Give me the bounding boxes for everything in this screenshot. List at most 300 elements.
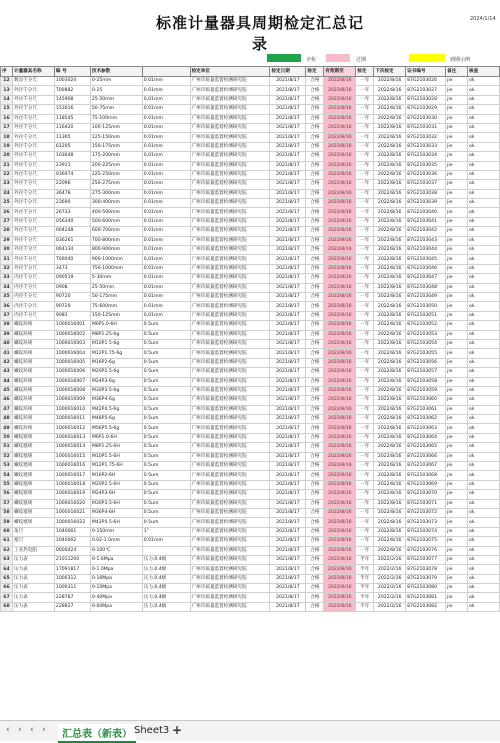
table-cell[interactable]: 合格 bbox=[306, 584, 324, 593]
table-cell[interactable]: 0-40Mpa bbox=[90, 593, 142, 602]
table-cell[interactable]: 2021/8/17 bbox=[270, 339, 306, 348]
table-cell[interactable]: 压力,0.4级 bbox=[142, 584, 190, 593]
table-cell[interactable]: 17091817 bbox=[54, 565, 90, 574]
table-cell[interactable]: 一年 bbox=[356, 349, 374, 358]
table-cell[interactable]: 2021/8/17 bbox=[270, 161, 306, 170]
table-cell[interactable]: 广州市质量监督检测研究院 bbox=[190, 283, 270, 292]
table-cell[interactable]: M16P2-6H bbox=[90, 471, 142, 480]
table-cell[interactable]: jie bbox=[446, 462, 468, 471]
row-number[interactable]: 58 bbox=[1, 508, 13, 517]
table-cell[interactable]: 外径千分尺 bbox=[12, 264, 54, 273]
table-cell[interactable]: ok bbox=[468, 433, 500, 442]
table-cell[interactable]: 090519 bbox=[54, 274, 90, 283]
table-cell[interactable]: 153016 bbox=[54, 105, 90, 114]
table-cell[interactable]: 一年 bbox=[356, 452, 374, 461]
table-cell[interactable]: ok bbox=[468, 246, 500, 255]
table-cell[interactable]: 87G2103059 bbox=[406, 386, 446, 395]
table-cell[interactable]: 2021/8/17 bbox=[270, 152, 306, 161]
table-cell[interactable]: ok bbox=[468, 283, 500, 292]
table-cell[interactable]: 1000016006 bbox=[54, 368, 90, 377]
table-cell[interactable]: 2021/8/17 bbox=[270, 377, 306, 386]
table-cell[interactable]: jie bbox=[446, 142, 468, 151]
row-number[interactable]: 24 bbox=[1, 189, 13, 198]
table-cell[interactable]: 一年 bbox=[356, 255, 374, 264]
table-cell[interactable]: 0.01mm bbox=[142, 133, 190, 142]
table-cell[interactable]: 2022/8/16 bbox=[374, 95, 406, 104]
table-cell[interactable]: 2021/8/17 bbox=[270, 602, 306, 611]
table-cell[interactable]: 2021/8/17 bbox=[270, 133, 306, 142]
table-cell[interactable]: 广州市质量监督检测研究院 bbox=[190, 86, 270, 95]
table-cell[interactable]: 合格 bbox=[306, 161, 324, 170]
table-cell[interactable]: ok bbox=[468, 358, 500, 367]
row-number[interactable]: 21 bbox=[1, 161, 13, 170]
row-number[interactable]: 28 bbox=[1, 227, 13, 236]
table-cell[interactable]: ok bbox=[468, 424, 500, 433]
table-cell[interactable]: ok bbox=[468, 508, 500, 517]
table-cell[interactable]: 2022/8/16 bbox=[374, 133, 406, 142]
table-cell[interactable]: jie bbox=[446, 452, 468, 461]
table-cell[interactable]: 2021/8/17 bbox=[270, 471, 306, 480]
header-cell[interactable]: 证书编号 bbox=[406, 67, 446, 77]
table-cell[interactable]: 合格 bbox=[306, 311, 324, 320]
table-cell[interactable]: 螺纹塞规 bbox=[12, 499, 54, 508]
table-cell[interactable]: ok bbox=[468, 161, 500, 170]
table-cell[interactable]: 1000016002 bbox=[54, 330, 90, 339]
header-cell[interactable]: 编 号 bbox=[54, 67, 90, 77]
table-cell[interactable]: 螺纹环规 bbox=[12, 368, 54, 377]
row-number[interactable]: 59 bbox=[1, 518, 13, 527]
table-cell[interactable]: 1000016020 bbox=[54, 499, 90, 508]
table-cell[interactable]: 合格 bbox=[306, 377, 324, 386]
table-cell[interactable]: 一年 bbox=[356, 264, 374, 273]
table-cell[interactable]: 螺纹环规 bbox=[12, 405, 54, 414]
table-cell[interactable]: 外径千分尺 bbox=[12, 123, 54, 132]
table-cell[interactable]: 2022/8/16 bbox=[374, 518, 406, 527]
table-cell[interactable]: 36478 bbox=[54, 189, 90, 198]
table-cell[interactable]: ok bbox=[468, 452, 500, 461]
table-cell[interactable]: 87G2103036 bbox=[406, 170, 446, 179]
table-cell[interactable]: 2022/8/16 bbox=[324, 311, 356, 320]
table-cell[interactable]: 一年 bbox=[356, 396, 374, 405]
table-cell[interactable]: jie bbox=[446, 386, 468, 395]
row-number[interactable]: 18 bbox=[1, 133, 13, 142]
table-cell[interactable]: 118545 bbox=[54, 114, 90, 123]
table-cell[interactable]: 100-125mm bbox=[90, 123, 142, 132]
table-cell[interactable]: jie bbox=[446, 311, 468, 320]
table-cell[interactable]: 螺纹塞规 bbox=[12, 452, 54, 461]
table-cell[interactable]: 内径千分尺 bbox=[12, 311, 54, 320]
table-cell[interactable]: 2021/8/17 bbox=[270, 283, 306, 292]
row-number[interactable]: 20 bbox=[1, 152, 13, 161]
table-cell[interactable]: 228787 bbox=[54, 593, 90, 602]
table-cell[interactable]: 合格 bbox=[306, 114, 324, 123]
table-cell[interactable]: 广州市质量监督检测研究院 bbox=[190, 518, 270, 527]
table-cell[interactable]: 0.5um bbox=[142, 415, 190, 424]
table-cell[interactable]: 87G2103058 bbox=[406, 377, 446, 386]
table-cell[interactable]: M30P3.5-6g bbox=[90, 386, 142, 395]
table-cell[interactable]: jie bbox=[446, 527, 468, 536]
table-cell[interactable]: 2022/2/16 bbox=[374, 565, 406, 574]
table-cell[interactable]: 0.5um bbox=[142, 358, 190, 367]
table-cell[interactable]: 87G2103029 bbox=[406, 105, 446, 114]
table-cell[interactable]: 螺纹环规 bbox=[12, 358, 54, 367]
table-cell[interactable]: ok bbox=[468, 415, 500, 424]
table-cell[interactable]: 合格 bbox=[306, 86, 324, 95]
table-cell[interactable]: 26733 bbox=[54, 208, 90, 217]
table-cell[interactable]: 2022/8/16 bbox=[374, 236, 406, 245]
table-cell[interactable]: 0.01mm bbox=[142, 86, 190, 95]
table-cell[interactable]: 0.5um bbox=[142, 443, 190, 452]
table-cell[interactable]: 2021/8/17 bbox=[270, 302, 306, 311]
table-cell[interactable]: 1003024 bbox=[54, 77, 90, 86]
table-cell[interactable]: 2022/8/16 bbox=[324, 602, 356, 611]
table-cell[interactable]: 2022/8/16 bbox=[374, 499, 406, 508]
row-number[interactable]: 36 bbox=[1, 302, 13, 311]
table-cell[interactable]: 87G2103057 bbox=[406, 368, 446, 377]
table-cell[interactable]: 400-500mm bbox=[90, 208, 142, 217]
table-cell[interactable]: jie bbox=[446, 246, 468, 255]
table-cell[interactable]: 2022/8/16 bbox=[374, 396, 406, 405]
table-cell[interactable]: 150-125mm bbox=[90, 311, 142, 320]
table-cell[interactable]: 2021/8/17 bbox=[270, 189, 306, 198]
table-cell[interactable]: 广州市质量监督检测研究院 bbox=[190, 565, 270, 574]
row-number[interactable]: 15 bbox=[1, 105, 13, 114]
row-number[interactable]: 61 bbox=[1, 537, 13, 546]
table-cell[interactable]: 压力表 bbox=[12, 602, 54, 611]
last-sheet-icon[interactable]: › bbox=[42, 725, 46, 735]
table-cell[interactable]: ok bbox=[468, 555, 500, 564]
table-cell[interactable]: 一年 bbox=[356, 227, 374, 236]
table-cell[interactable]: 75-600mm bbox=[90, 302, 142, 311]
table-cell[interactable]: 064134 bbox=[54, 246, 90, 255]
row-number[interactable]: 39 bbox=[1, 330, 13, 339]
table-cell[interactable]: jie bbox=[446, 227, 468, 236]
table-cell[interactable]: 塞尺 bbox=[12, 537, 54, 546]
table-cell[interactable]: 一年 bbox=[356, 368, 374, 377]
table-cell[interactable]: 25-50mm bbox=[90, 95, 142, 104]
table-cell[interactable]: 87G2103081 bbox=[406, 593, 446, 602]
table-cell[interactable]: 一年 bbox=[356, 274, 374, 283]
table-cell[interactable]: 广州市质量监督检测研究院 bbox=[190, 368, 270, 377]
table-cell[interactable]: M12P1.75-6H bbox=[90, 462, 142, 471]
table-cell[interactable]: 螺纹塞规 bbox=[12, 518, 54, 527]
table-cell[interactable]: 合格 bbox=[306, 152, 324, 161]
table-cell[interactable]: 广州市质量监督检测研究院 bbox=[190, 396, 270, 405]
table-cell[interactable]: 0-1.0Mpa bbox=[90, 565, 142, 574]
table-cell[interactable]: 一年 bbox=[356, 433, 374, 442]
header-cell[interactable]: 备注 bbox=[446, 67, 468, 77]
table-cell[interactable]: jie bbox=[446, 424, 468, 433]
table-cell[interactable]: 2022/8/16 bbox=[374, 339, 406, 348]
table-cell[interactable]: 2022/8/16 bbox=[374, 86, 406, 95]
table-cell[interactable]: 压力表 bbox=[12, 593, 54, 602]
table-cell[interactable]: ok bbox=[468, 584, 500, 593]
table-cell[interactable]: ok bbox=[468, 490, 500, 499]
table-cell[interactable]: ok bbox=[468, 189, 500, 198]
table-cell[interactable]: ok bbox=[468, 114, 500, 123]
table-cell[interactable]: 0.5um bbox=[142, 339, 190, 348]
table-cell[interactable]: 一年 bbox=[356, 462, 374, 471]
table-cell[interactable]: 0.01mm bbox=[142, 283, 190, 292]
table-cell[interactable]: 2021/8/17 bbox=[270, 546, 306, 555]
table-cell[interactable]: 2022/8/16 bbox=[324, 274, 356, 283]
table-cell[interactable]: 合格 bbox=[306, 180, 324, 189]
table-cell[interactable]: 125-150mm bbox=[90, 133, 142, 142]
table-cell[interactable]: 87G2103039 bbox=[406, 199, 446, 208]
table-cell[interactable]: 2022/8/16 bbox=[374, 199, 406, 208]
row-number[interactable]: 34 bbox=[1, 283, 13, 292]
table-cell[interactable]: 一年 bbox=[356, 123, 374, 132]
table-cell[interactable]: 一年 bbox=[356, 180, 374, 189]
table-cell[interactable]: 广州市质量监督检测研究院 bbox=[190, 292, 270, 301]
table-cell[interactable]: 2022/8/16 bbox=[324, 415, 356, 424]
table-cell[interactable]: 2022/8/16 bbox=[374, 189, 406, 198]
table-cell[interactable]: jie bbox=[446, 368, 468, 377]
table-cell[interactable]: 外径千分尺 bbox=[12, 208, 54, 217]
table-cell[interactable]: 螺纹塞规 bbox=[12, 508, 54, 517]
table-cell[interactable]: 0.5um bbox=[142, 377, 190, 386]
table-cell[interactable]: 23690 bbox=[54, 199, 90, 208]
row-number[interactable]: 52 bbox=[1, 452, 13, 461]
table-cell[interactable]: 压力表 bbox=[12, 565, 54, 574]
table-cell[interactable]: 一年 bbox=[356, 377, 374, 386]
table-cell[interactable]: 2022/8/16 bbox=[374, 490, 406, 499]
table-cell[interactable]: 合格 bbox=[306, 396, 324, 405]
table-cell[interactable]: 0.5um bbox=[142, 499, 190, 508]
table-cell[interactable]: 0.01mm bbox=[142, 311, 190, 320]
header-cell[interactable]: 核查 bbox=[468, 67, 500, 77]
table-cell[interactable]: 0.01mm bbox=[142, 255, 190, 264]
table-cell[interactable]: 广州市质量监督检测研究院 bbox=[190, 161, 270, 170]
table-cell[interactable]: 外径千分尺 bbox=[12, 180, 54, 189]
table-cell[interactable]: 2022/8/16 bbox=[374, 283, 406, 292]
table-cell[interactable]: 87G2103076 bbox=[406, 546, 446, 555]
table-cell[interactable]: 合格 bbox=[306, 471, 324, 480]
table-cell[interactable]: 一年 bbox=[356, 537, 374, 546]
table-cell[interactable]: 一年 bbox=[356, 499, 374, 508]
row-number[interactable]: 35 bbox=[1, 292, 13, 301]
table-cell[interactable]: 2022/8/16 bbox=[324, 283, 356, 292]
table-cell[interactable]: 2022/2/16 bbox=[374, 574, 406, 583]
table-cell[interactable]: jie bbox=[446, 236, 468, 245]
table-cell[interactable]: 螺纹环规 bbox=[12, 415, 54, 424]
table-cell[interactable]: M30P3.5-6H bbox=[90, 499, 142, 508]
row-number[interactable]: 14 bbox=[1, 95, 13, 104]
table-cell[interactable]: 2022/2/16 bbox=[374, 602, 406, 611]
table-cell[interactable]: 广州市质量监督检测研究院 bbox=[190, 424, 270, 433]
table-cell[interactable]: 2022/8/16 bbox=[324, 114, 356, 123]
table-cell[interactable]: 2022/8/16 bbox=[324, 95, 356, 104]
table-cell[interactable]: 一年 bbox=[356, 189, 374, 198]
table-cell[interactable]: 2021/8/17 bbox=[270, 246, 306, 255]
table-cell[interactable]: 1000016001 bbox=[54, 321, 90, 330]
table-cell[interactable]: 2022/8/16 bbox=[374, 415, 406, 424]
table-cell[interactable]: 合格 bbox=[306, 208, 324, 217]
table-cell[interactable]: 23911 bbox=[54, 161, 90, 170]
table-cell[interactable]: jie bbox=[446, 255, 468, 264]
tab-sheet3[interactable]: Sheet3 bbox=[134, 725, 170, 736]
table-cell[interactable]: 0.01mm bbox=[142, 217, 190, 226]
table-cell[interactable]: 1000016022 bbox=[54, 518, 90, 527]
table-cell[interactable]: ok bbox=[468, 546, 500, 555]
table-cell[interactable]: 广州市质量监督检测研究院 bbox=[190, 602, 270, 611]
table-cell[interactable]: 一年 bbox=[356, 546, 374, 555]
table-cell[interactable]: 0-60Mpa bbox=[90, 602, 142, 611]
table-cell[interactable]: 2022/8/16 bbox=[324, 302, 356, 311]
table-cell[interactable]: M56P5.5-6g bbox=[90, 424, 142, 433]
table-cell[interactable]: 0908 bbox=[54, 283, 90, 292]
table-cell[interactable]: 103648 bbox=[54, 152, 90, 161]
table-cell[interactable]: 外径千分尺 bbox=[12, 95, 54, 104]
table-cell[interactable]: 螺纹塞规 bbox=[12, 443, 54, 452]
table-cell[interactable]: 广州市质量监督检测研究院 bbox=[190, 114, 270, 123]
table-cell[interactable]: 0.01mm bbox=[142, 246, 190, 255]
table-cell[interactable]: M24P3-6H bbox=[90, 490, 142, 499]
table-cell[interactable]: 外径千分尺 bbox=[12, 236, 54, 245]
table-cell[interactable]: 一年 bbox=[356, 424, 374, 433]
table-cell[interactable]: 200-225mm bbox=[90, 161, 142, 170]
table-cell[interactable]: 2021/8/17 bbox=[270, 292, 306, 301]
table-cell[interactable]: 2021/8/17 bbox=[270, 527, 306, 536]
table-cell[interactable]: 2021/8/17 bbox=[270, 180, 306, 189]
header-cell[interactable]: 检定单位 bbox=[190, 67, 270, 77]
table-cell[interactable]: 87G2103040 bbox=[406, 208, 446, 217]
table-cell[interactable]: 1000016014 bbox=[54, 443, 90, 452]
table-cell[interactable] bbox=[142, 546, 190, 555]
table-cell[interactable]: 2022/8/16 bbox=[374, 386, 406, 395]
table-cell[interactable]: 0.01mm bbox=[142, 227, 190, 236]
table-cell[interactable]: 2022/8/16 bbox=[324, 105, 356, 114]
table-cell[interactable]: 2022/8/16 bbox=[374, 208, 406, 217]
table-cell[interactable]: ok bbox=[468, 527, 500, 536]
table-cell[interactable]: ok bbox=[468, 396, 500, 405]
table-cell[interactable]: 2022/8/16 bbox=[374, 255, 406, 264]
table-cell[interactable]: jie bbox=[446, 405, 468, 414]
table-cell[interactable]: 广州市质量监督检测研究院 bbox=[190, 105, 270, 114]
table-cell[interactable]: 广州市质量监督检测研究院 bbox=[190, 462, 270, 471]
table-cell[interactable]: 0.01mm bbox=[142, 77, 190, 86]
table-cell[interactable]: 1" bbox=[142, 527, 190, 536]
table-cell[interactable]: 300-400mm bbox=[90, 199, 142, 208]
table-cell[interactable]: 压力,0.4级 bbox=[142, 593, 190, 602]
table-cell[interactable]: jie bbox=[446, 208, 468, 217]
table-cell[interactable]: 合格 bbox=[306, 349, 324, 358]
table-cell[interactable]: jie bbox=[446, 161, 468, 170]
table-cell[interactable]: 广州市质量监督检测研究院 bbox=[190, 236, 270, 245]
table-cell[interactable]: 1000016013 bbox=[54, 433, 90, 442]
table-cell[interactable]: ok bbox=[468, 593, 500, 602]
table-cell[interactable]: ok bbox=[468, 602, 500, 611]
table-cell[interactable]: 5-30mm bbox=[90, 274, 142, 283]
table-cell[interactable]: 2021/8/17 bbox=[270, 321, 306, 330]
row-number[interactable]: 60 bbox=[1, 527, 13, 536]
table-cell[interactable]: ok bbox=[468, 180, 500, 189]
table-cell[interactable]: 2021/8/17 bbox=[270, 593, 306, 602]
table-cell[interactable]: 2021/8/17 bbox=[270, 396, 306, 405]
header-cell[interactable]: 有效期至 bbox=[324, 67, 356, 77]
table-cell[interactable]: 广州市质量监督检测研究院 bbox=[190, 246, 270, 255]
table-cell[interactable]: 一年 bbox=[356, 86, 374, 95]
table-cell[interactable]: 外径千分尺 bbox=[12, 189, 54, 198]
table-cell[interactable]: 2021/8/17 bbox=[270, 330, 306, 339]
table-cell[interactable]: 半年 bbox=[356, 565, 374, 574]
table-cell[interactable]: 2022/8/16 bbox=[374, 368, 406, 377]
table-cell[interactable]: 1000016003 bbox=[54, 339, 90, 348]
table-cell[interactable]: 合格 bbox=[306, 217, 324, 226]
table-cell[interactable]: 90729 bbox=[54, 302, 90, 311]
table-cell[interactable]: 合格 bbox=[306, 264, 324, 273]
header-cell[interactable]: 检定日期 bbox=[270, 67, 306, 77]
table-cell[interactable]: 一年 bbox=[356, 152, 374, 161]
table-cell[interactable]: 0.5um bbox=[142, 462, 190, 471]
table-cell[interactable]: 一年 bbox=[356, 405, 374, 414]
table-cell[interactable]: 1000016007 bbox=[54, 377, 90, 386]
table-cell[interactable]: 广州市质量监督检测研究院 bbox=[190, 321, 270, 330]
table-cell[interactable]: 0.5um bbox=[142, 349, 190, 358]
table-cell[interactable]: 2021/8/17 bbox=[270, 462, 306, 471]
table-cell[interactable]: ok bbox=[468, 443, 500, 452]
table-cell[interactable]: 螺纹塞规 bbox=[12, 480, 54, 489]
table-cell[interactable]: ok bbox=[468, 386, 500, 395]
table-cell[interactable]: 2021/8/17 bbox=[270, 170, 306, 179]
table-cell[interactable]: 2022/8/16 bbox=[324, 349, 356, 358]
table-cell[interactable]: 合格 bbox=[306, 255, 324, 264]
table-cell[interactable]: 87G2103079 bbox=[406, 574, 446, 583]
table-cell[interactable]: ok bbox=[468, 302, 500, 311]
table-cell[interactable]: 87G2103062 bbox=[406, 415, 446, 424]
table-cell[interactable]: 广州市质量监督检测研究院 bbox=[190, 546, 270, 555]
table-cell[interactable]: 87G2103067 bbox=[406, 462, 446, 471]
table-cell[interactable]: jie bbox=[446, 292, 468, 301]
table-cell[interactable]: ok bbox=[468, 311, 500, 320]
table-cell[interactable]: 750-1000mm bbox=[90, 264, 142, 273]
table-cell[interactable]: 半年 bbox=[356, 555, 374, 564]
table-cell[interactable]: 2021/8/17 bbox=[270, 584, 306, 593]
table-cell[interactable]: 一年 bbox=[356, 518, 374, 527]
table-cell[interactable]: 2021/8/17 bbox=[270, 433, 306, 442]
table-cell[interactable]: 036261 bbox=[54, 236, 90, 245]
table-cell[interactable]: 21011200 bbox=[54, 555, 90, 564]
table-cell[interactable]: 广州市质量监督检测研究院 bbox=[190, 537, 270, 546]
table-cell[interactable]: ok bbox=[468, 368, 500, 377]
table-cell[interactable]: 2022/8/16 bbox=[374, 480, 406, 489]
row-number[interactable]: 38 bbox=[1, 321, 13, 330]
table-cell[interactable]: 一年 bbox=[356, 105, 374, 114]
table-cell[interactable]: 0.01mm bbox=[142, 208, 190, 217]
table-cell[interactable]: 2022/2/16 bbox=[374, 593, 406, 602]
table-cell[interactable]: jie bbox=[446, 443, 468, 452]
table-cell[interactable]: 0.01mm bbox=[142, 236, 190, 245]
table-cell[interactable]: 2022/8/16 bbox=[324, 199, 356, 208]
table-cell[interactable]: 螺纹环规 bbox=[12, 321, 54, 330]
table-cell[interactable]: jie bbox=[446, 555, 468, 564]
table-cell[interactable]: 2022/8/16 bbox=[374, 452, 406, 461]
row-number[interactable]: 30 bbox=[1, 246, 13, 255]
table-cell[interactable]: ok bbox=[468, 518, 500, 527]
table-cell[interactable]: 合格 bbox=[306, 508, 324, 517]
table-cell[interactable]: 2021/8/17 bbox=[270, 555, 306, 564]
table-cell[interactable]: 2021/8/17 bbox=[270, 358, 306, 367]
table-cell[interactable]: jie bbox=[446, 199, 468, 208]
row-number[interactable]: 19 bbox=[1, 142, 13, 151]
table-cell[interactable]: 广州市质量监督检测研究院 bbox=[190, 339, 270, 348]
table-cell[interactable]: 1040001 bbox=[54, 527, 90, 536]
table-cell[interactable]: 一年 bbox=[356, 471, 374, 480]
table-cell[interactable]: 87G2103069 bbox=[406, 480, 446, 489]
table-cell[interactable]: 广州市质量监督检测研究院 bbox=[190, 330, 270, 339]
table-cell[interactable]: jie bbox=[446, 377, 468, 386]
table-cell[interactable]: 广州市质量监督检测研究院 bbox=[190, 133, 270, 142]
